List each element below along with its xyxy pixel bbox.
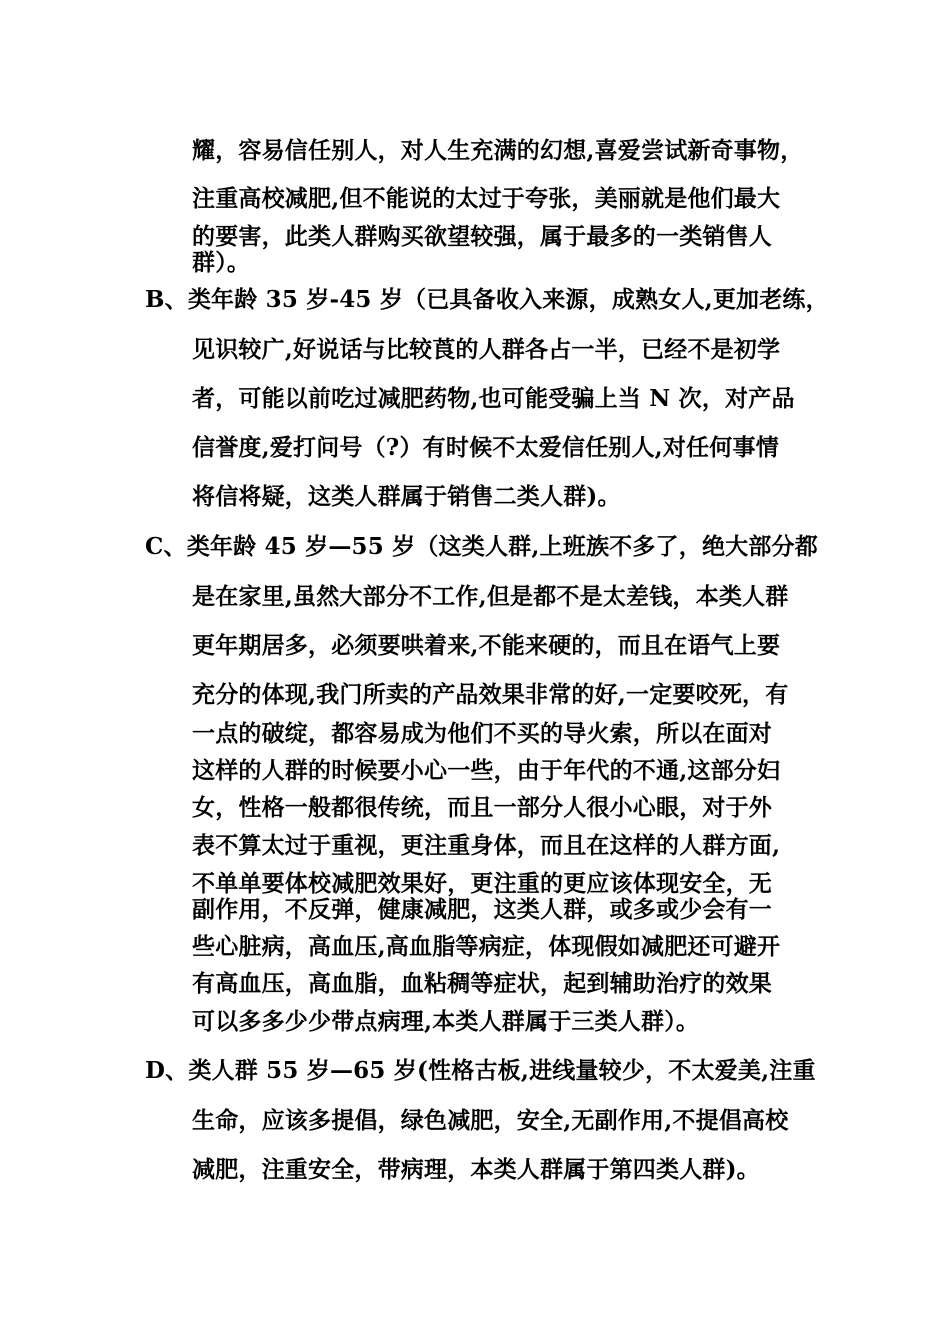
section-c-line-5: 一点的破绽，都容易成为他们不买的导火索，所以在面对 [192,720,772,747]
section-c-line-2: 是在家里,虽然大部分不工作,但是都不是太差钱，本类人群 [192,583,789,610]
section-c-line-6: 这样的人群的时候要小心一些，由于年代的不通,这部分妇 [192,757,781,784]
section-c-line-9: 不单单要体校减肥效果好，更注重的更应该体现安全，无 [192,870,772,897]
section-b-line-5: 将信将疑，这类人群属于销售二类人群)。 [192,483,621,510]
section-c-line-10: 副作用，不反弹，健康减肥，这类人群，或多或少会有一 [192,896,772,923]
section-b-line-2: 见识较广,好说话与比较莨的人群各占一半，已经不是初学 [192,336,781,363]
section-c-line-8: 表不算太过于重视，更注重身体，而且在这样的人群方面, [192,832,781,859]
continuation-line-3: 的要害，此类人群购买欲望较强，属于最多的一类销售人 [192,223,772,250]
section-b-line-3: 者，可能以前吃过减肥药物,也可能受骗上当 N 次，对产品 [192,385,795,412]
continuation-line-2: 注重高校减肥,但不能说的太过于夸张，美丽就是他们最大 [192,185,781,212]
section-c-line-1: C、类年龄 45 岁—55 岁（这类人群,上班族不多了，绝大部分都 [145,533,818,560]
section-b-line-1: B、类年龄 35 岁-45 岁（已具备收入来源，成熟女人,更加老练， [145,286,829,313]
section-c-line-13: 可以多多少少带点病理,本类人群属于三类人群）。 [192,1008,700,1035]
section-d-line-2: 生命，应该多提倡，绿色减肥，安全,无副作用,不提倡高校 [192,1107,789,1134]
continuation-line-1: 耀，容易信任别人，对人生充满的幻想,喜爱尝试新奇事物， [192,137,804,164]
section-c-line-12: 有高血压，高血脂，血粘稠等症状，起到辅助治疗的效果 [192,970,772,997]
section-c-line-7: 女，性格一般都很传统，而且一部分人很小心眼，对于外 [192,794,772,821]
section-c-line-3: 更年期居多，必须要哄着来,不能来硬的，而且在语气上要 [192,632,781,659]
section-b-line-4: 信誉度,爱打问号（?）有时候不太爱信任别人,对任何事情 [192,434,779,461]
section-d-line-3: 减肥，注重安全，带病理，本类人群属于第四类人群)。 [192,1156,760,1183]
section-c-line-11: 些心脏病，高血压,高血脂等病症，体现假如减肥还可避开 [192,933,781,960]
section-d-line-1: D、类人群 55 岁—65 岁(性格古板,进线量较少，不太爱美,注重 [145,1057,816,1084]
continuation-line-4: 群）。 [192,249,251,276]
section-c-line-4: 充分的体现,我门所卖的产品效果非常的好,一定要咬死，有 [192,681,789,708]
